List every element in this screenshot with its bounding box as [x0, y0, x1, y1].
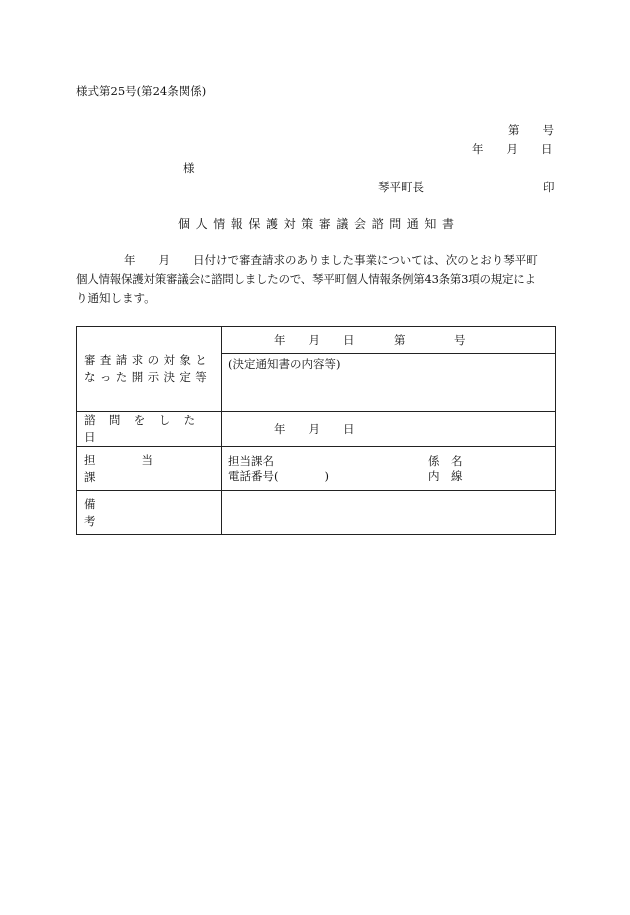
remarks-cell: [222, 491, 556, 535]
body-line-3: り通知します。: [76, 291, 156, 305]
target-label-text-2: なった開示決定等: [84, 370, 212, 384]
remarks-label: 備考: [84, 496, 193, 528]
section-name-label: 担当課名: [228, 453, 274, 468]
inquiry-date-cell: [222, 412, 556, 447]
target-label-cell: [77, 327, 222, 412]
remarks-label-cell: [77, 491, 222, 535]
inquiry-date: 年 月 日: [274, 421, 355, 436]
decision-header-cell: [222, 327, 556, 354]
decision-go: 号: [454, 332, 466, 347]
seal-mark: 印: [543, 180, 555, 194]
document-number: 第 号: [508, 123, 554, 137]
inquiry-date-label-cell: [77, 412, 222, 447]
inquiry-date-label: 諮問をした日: [84, 413, 209, 444]
kakari-label: 係 名: [428, 453, 463, 468]
body-line-2: 個人情報保護対策審議会に諮問しましたので、琴平町個人情報条例第43条第3項の規定によ: [76, 272, 536, 286]
phone-label: 電話番号( ): [228, 468, 329, 483]
decision-content-cell: [222, 354, 556, 412]
section-label-cell: [77, 447, 222, 491]
decision-date: 年 月 日: [274, 332, 355, 347]
decision-note: (決定通知書の内容等): [228, 357, 341, 371]
target-label-text-1: 審査請求の対象と: [84, 353, 212, 367]
body-line-1: 年 月 日付けで審査請求のありました事業については、次のとおり琴平町: [124, 253, 538, 267]
decision-dai: 第: [394, 332, 406, 347]
naisen-label: 内 線: [428, 468, 463, 483]
notice-table: [76, 326, 556, 535]
addressee-suffix: 様: [183, 161, 195, 175]
section-info-cell: [222, 447, 556, 491]
sender-name: 琴平町長: [378, 180, 424, 194]
document-title: 個人情報保護対策審議会諮問通知書: [178, 217, 460, 231]
section-label: 担当課: [84, 452, 199, 484]
target-label-line-2: [84, 369, 214, 386]
target-label-line-1: [84, 352, 214, 369]
document-date: 年 月 日: [472, 142, 553, 156]
form-number: 様式第25号(第24条関係): [76, 84, 207, 98]
